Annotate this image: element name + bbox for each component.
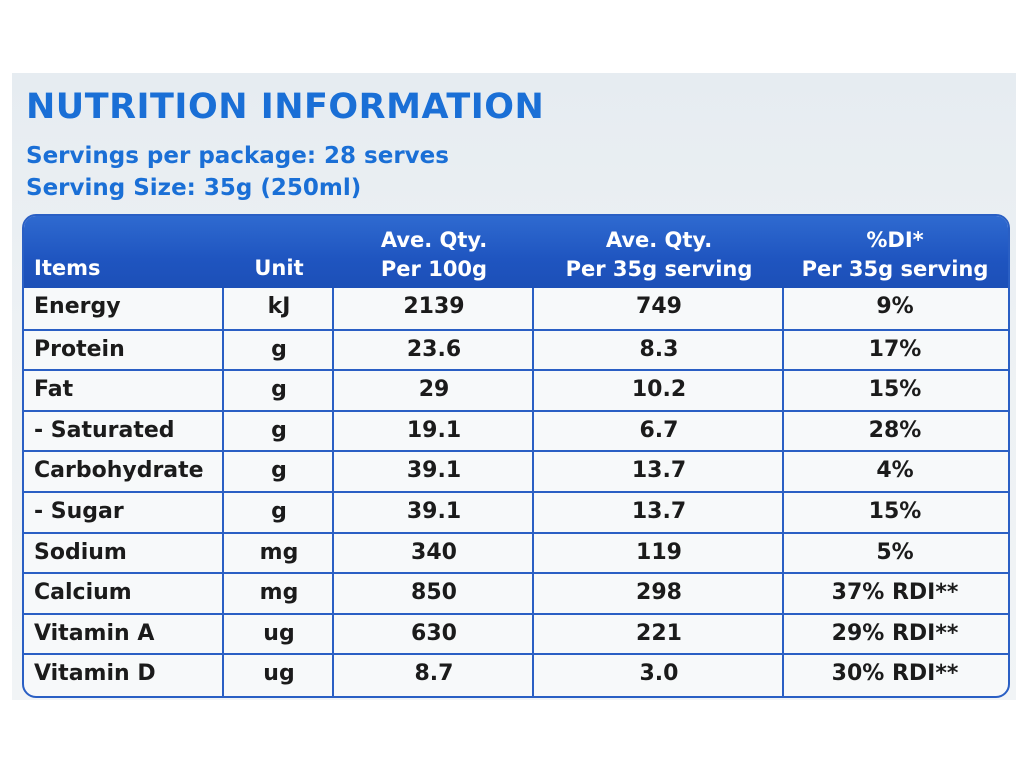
table-row	[24, 450, 1008, 490]
table-row	[24, 369, 1008, 409]
header-per-100g-line2: Per 100g	[380, 257, 488, 281]
cell-unit: g	[271, 417, 287, 443]
serving-size: Serving Size: 35g (250ml)	[26, 175, 362, 201]
cell-unit: g	[271, 499, 287, 524]
cell-item: Fat	[34, 377, 74, 403]
servings-per-package: Servings per package: 28 serves	[26, 143, 449, 169]
cell-di: 5%	[876, 539, 914, 565]
cell-unit: mg	[259, 580, 299, 606]
header-per-100g	[334, 226, 534, 284]
cell-unit: kJ	[267, 294, 291, 319]
cell-di: 29% RDI**	[831, 620, 959, 646]
column-divider	[222, 288, 224, 696]
header-per-serving	[534, 226, 784, 284]
table-row	[24, 613, 1008, 653]
cell-item: Carbohydrate	[34, 458, 204, 484]
cell-item: - Saturated	[34, 417, 175, 443]
cell-di: 15%	[868, 499, 922, 524]
nutrition-label	[12, 73, 1016, 700]
cell-per-100g: 8.7	[414, 661, 454, 687]
cell-per-100g: 850	[411, 580, 457, 606]
header-di	[784, 226, 1006, 284]
header-items: Items	[34, 256, 101, 280]
cell-per-100g: 39.1	[406, 499, 462, 524]
cell-di: 30% RDI**	[831, 661, 959, 687]
cell-per-serving: 221	[636, 620, 682, 646]
table-row	[24, 491, 1008, 531]
table-row	[24, 329, 1008, 369]
table-row	[24, 572, 1008, 612]
column-divider	[532, 288, 534, 696]
cell-item: Vitamin A	[34, 620, 155, 646]
nutrition-title: NUTRITION INFORMATION	[26, 87, 545, 127]
cell-per-100g: 340	[411, 539, 457, 565]
cell-per-100g: 29	[418, 377, 450, 403]
table-header	[24, 216, 1008, 288]
cell-item: Energy	[34, 294, 121, 319]
table-row	[24, 288, 1008, 328]
cell-per-serving: 8.3	[639, 336, 679, 362]
header-per-serving-line1: Ave. Qty.	[605, 228, 713, 252]
cell-per-serving: 10.2	[631, 377, 687, 403]
cell-di: 15%	[868, 377, 922, 403]
cell-per-100g: 39.1	[406, 458, 462, 484]
header-unit: Unit	[254, 256, 304, 280]
header-per-100g-line1: Ave. Qty.	[380, 228, 488, 252]
cell-per-100g: 630	[411, 620, 457, 646]
cell-per-serving: 749	[636, 294, 682, 319]
table-row	[24, 532, 1008, 572]
cell-unit: g	[271, 377, 287, 403]
cell-unit: mg	[259, 539, 299, 565]
cell-unit: ug	[263, 620, 295, 646]
header-di-line1: %DI*	[866, 228, 924, 252]
cell-per-serving: 119	[636, 539, 682, 565]
table-row	[24, 653, 1008, 693]
cell-di: 9%	[876, 294, 914, 319]
cell-unit: g	[271, 336, 287, 362]
cell-per-100g: 23.6	[406, 336, 462, 362]
cell-per-serving: 298	[636, 580, 682, 606]
column-divider	[332, 288, 334, 696]
cell-per-serving: 13.7	[631, 458, 687, 484]
cell-item: Calcium	[34, 580, 132, 606]
cell-per-serving: 6.7	[639, 417, 679, 443]
cell-item: - Sugar	[34, 499, 124, 524]
header-per-serving-line2: Per 35g serving	[565, 257, 753, 281]
cell-di: 37% RDI**	[831, 580, 959, 606]
cell-per-100g: 2139	[403, 294, 465, 319]
cell-item: Protein	[34, 336, 125, 362]
cell-item: Sodium	[34, 539, 127, 565]
cell-di: 4%	[876, 458, 914, 484]
column-divider	[782, 288, 784, 696]
cell-di: 17%	[868, 336, 922, 362]
cell-per-100g: 19.1	[406, 417, 462, 443]
header-di-line2: Per 35g serving	[801, 257, 989, 281]
cell-per-serving: 13.7	[631, 499, 687, 524]
nutrition-table	[22, 214, 1010, 698]
table-row	[24, 410, 1008, 450]
cell-unit: ug	[263, 661, 295, 687]
cell-per-serving: 3.0	[639, 661, 679, 687]
cell-item: Vitamin D	[34, 661, 156, 687]
cell-unit: g	[271, 458, 287, 484]
cell-di: 28%	[868, 417, 922, 443]
